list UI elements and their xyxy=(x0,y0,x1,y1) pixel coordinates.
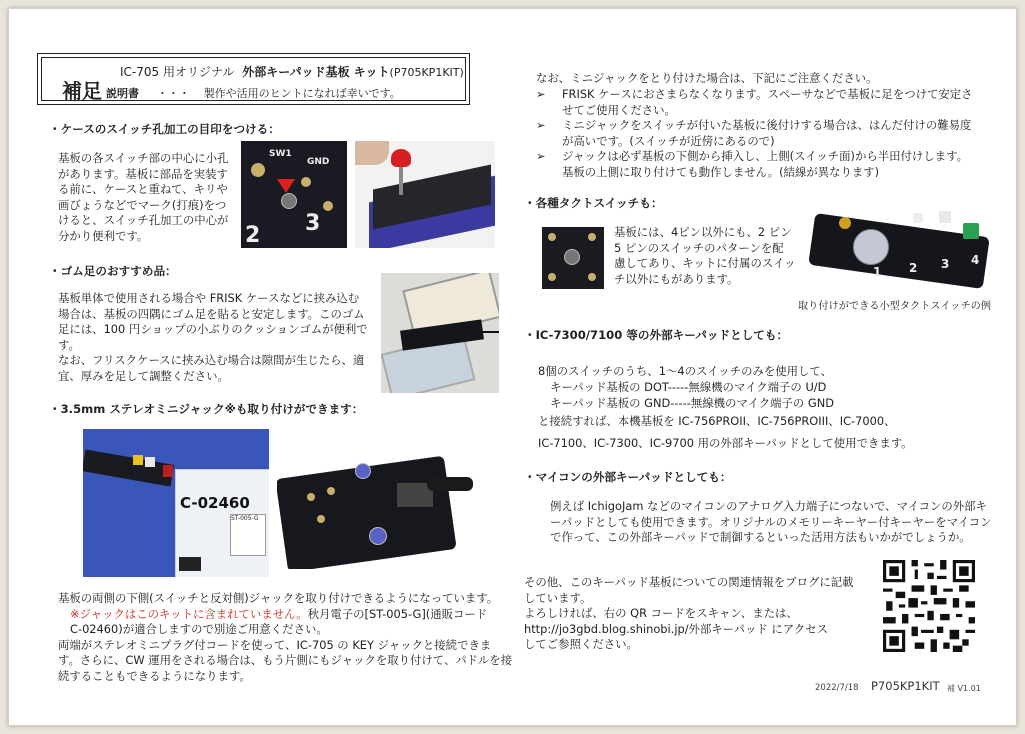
red-arrow-icon xyxy=(277,179,295,193)
pushpin-icon xyxy=(391,149,411,167)
jack-note-item: ➢ ミニジャックをスイッチが付いた基板に後付けする場合は、はんだ付けの難易度 が高いです。(スイッチが近傍にあるので) xyxy=(536,118,972,148)
tact-caption: 取り付けができる小型タクトスイッチの例 xyxy=(798,301,992,312)
rubber-feet-photo xyxy=(381,273,499,393)
finger xyxy=(355,141,389,165)
qr-code-icon[interactable] xyxy=(883,560,975,652)
ic7300-heading: ・IC-7300/7100 等の外部キーパッドとしても： xyxy=(524,328,789,342)
tact-heading: ・各種タクトスイッチも： xyxy=(524,196,663,210)
tact-text: 基板には、4ピン以外にも、2 ピン 5 ピンのスイッチのパターンを配 慮してあり、キットに付属のスイッ チ以外にもがあります。 xyxy=(614,225,796,286)
blog-url[interactable]: http://jo3gbd.blog.shinobi.jp/外部キーパッド にアクセス xyxy=(524,621,828,636)
title-line1: IC-705 用オリジナル 外部キーパッド基板 キット(P705KP1KIT) xyxy=(120,65,464,79)
case-heading: ・ケースのスイッチ孔加工の目印をつける： xyxy=(49,122,280,136)
jack-bag-photo xyxy=(83,429,269,577)
case-text: 基板の各スイッチ部の中心に小孔 があります。基板に部品を実装す る前に、ケースと重ねて、キリや 画びょうなどでマーク(打痕)をつ けると、スイッチ孔加工の中心が 分かり便利です。 xyxy=(58,151,229,243)
rubber-text: 基板単体で使用される場合や FRISK ケースなどに挟み込む 場合は、基板の四隅にゴム足を貼ると安定します。このゴム 足には、100 円ショップの小ぶりのクッションゴムが便利で す。 なお、フリスクケースに挟み込む場合は隙間が生じたら、適 宜、厚みを足して調整ください。 xyxy=(58,291,368,383)
title-hosoku: 補足 xyxy=(62,79,102,103)
jack-text: 基板の両側の下側(スイッチと反対側)ジャックを取り付けできるようになっています。 ※ジャックはこのキットに含まれていません。秋月電子の[ST-005-G](通販コード C-02460)が適合しますので別途ご用意ください。 両端がステレオミニプラグ付コードを使って、IC-705 の KEY ジャックと接続できま す。さらに、CW 運用をされる場合は、もう片側にもジャックを取り付けて、パドルを接 続することもできるようになります。 xyxy=(58,591,513,683)
case-marking-photo xyxy=(355,141,495,248)
pcb-closeup-photo: SW1 GND 2 3 xyxy=(241,141,347,248)
jack-mounted-photo xyxy=(277,453,473,569)
footer-version: 補 V1.01 xyxy=(947,684,981,693)
title-product-name: 外部キーパッド基板 キット xyxy=(242,65,390,79)
jack-heading: ・3.5mm ステレオミニジャック※も取り付けができます： xyxy=(49,402,364,416)
footer-code: P705KP1KIT xyxy=(871,679,940,693)
document-page xyxy=(8,8,1017,726)
tact-switch-board-photo: 1 2 3 4 xyxy=(805,195,991,291)
title-line2: 説明書 ・・・ 製作や活用のヒントになれば幸いです。 xyxy=(106,87,401,100)
jack-notes-intro: なお、ミニジャックをとり付けた場合は、下記にご注意ください。 xyxy=(536,71,878,85)
mcu-text: 例えば IchigoJam などのマイコンのアナログ入力端子につないで、マイコンの外部キ ーパッドとしても使用できます。オリジナルのメモリーキーヤー付キーヤーをマイコン で作って、この外部キーパッドで制御するといった活用方法もいかがでしょうか。 xyxy=(550,499,992,544)
stereo-plug-cable xyxy=(427,477,473,491)
tact-pattern-photo xyxy=(542,227,604,289)
jack-not-included-note: ※ジャックはこのキットに含まれていません。 xyxy=(70,606,308,621)
jack-notes-list xyxy=(536,87,1001,180)
blog-text: その他、このキーパッド基板についての関連情報をブログに記載 しています。 よろしければ、右の QR コードをスキャン、または、 http://jo3gbd.blog.shinobi.jp/外部キーパッド にアクセス してご参照ください。 xyxy=(524,575,884,653)
parts-bag: C-02460 ST-005-G xyxy=(175,469,269,577)
rubber-heading: ・ゴム足のおすすめ品： xyxy=(49,264,177,278)
title-box xyxy=(37,53,470,105)
footer-date: 2022/7/18 xyxy=(815,683,859,693)
mcu-heading: ・マイコンの外部キーパッドとしても： xyxy=(524,470,732,484)
jack-note-item: ➢ FRISK ケースにおさまらなくなります。スペーサなどで基板に足をつけて安定さ せてご使用ください。 xyxy=(536,87,973,117)
ic7300-text: 8個のスイッチのうち、1～4のスイッチのみを使用して、 キーパッド基板の DOT-----無線機のマイク端子の U/D キーパッド基板の GND-----無線機のマイク端子の GND と接続すれば、本機基板を IC-756PROII、IC-756PROIII、IC-7000、 IC-7100、IC-7300、IC-9700 用の外部キーパッドとして使用できます。 xyxy=(538,364,913,450)
jack-note-item: ➢ ジャックは必ず基板の下側から挿入し、上側(スイッチ面)から半田付けします。 基板の上側に取り付けても動作しません。(結線が異なります) xyxy=(536,149,968,179)
large-round-switch xyxy=(853,229,889,265)
